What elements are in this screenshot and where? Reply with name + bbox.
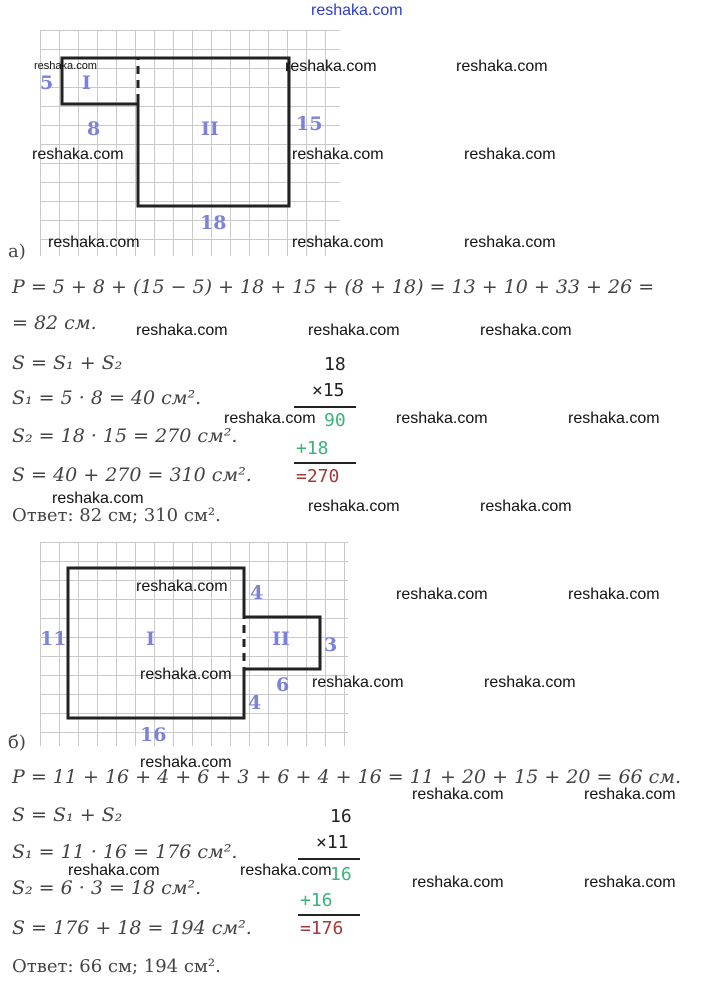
part-b-area-s1: S₁ = 11 · 16 = 176 см². — [12, 841, 238, 863]
watermark: reshaka.com — [396, 410, 488, 427]
part-a-area-s2: S₂ = 18 · 15 = 270 см². — [12, 425, 238, 447]
part-a-perimeter-line2: = 82 см. — [12, 312, 97, 334]
side-label-4-bottom: 4 — [248, 692, 262, 714]
watermark: reshaka.com — [68, 862, 160, 879]
watermark: reshaka.com — [140, 754, 232, 771]
side-label-3: 3 — [324, 634, 338, 656]
watermark: reshaka.com — [34, 60, 97, 72]
watermark: reshaka.com — [292, 234, 384, 251]
watermark: reshaka.com — [464, 146, 556, 163]
mult-a-multiplier: ×15 — [312, 380, 345, 401]
watermark: reshaka.com — [224, 410, 316, 427]
side-label-11: 11 — [40, 628, 67, 650]
watermark: reshaka.com — [32, 146, 124, 163]
mult-b-rule-1 — [298, 858, 360, 860]
part-a-perimeter-line1: P = 5 + 8 + (15 − 5) + 18 + 15 + (8 + 18) = 13 + 10 + 33 + 26 = — [12, 276, 655, 298]
watermark-top: reshaka.com — [311, 2, 403, 19]
mult-a-partial-2: +18 — [296, 438, 329, 459]
watermark: reshaka.com — [312, 674, 404, 691]
watermark: reshaka.com — [48, 234, 140, 251]
part-a-answer: Ответ: 82 см; 310 см². — [12, 505, 221, 526]
side-label-8: 8 — [87, 118, 101, 140]
mult-b-result: =176 — [300, 918, 344, 939]
watermark: reshaka.com — [240, 862, 332, 879]
watermark: reshaka.com — [568, 410, 660, 427]
side-label-18: 18 — [200, 212, 227, 234]
part-a-area-sum: S = S₁ + S₂ — [12, 352, 123, 374]
part-b-area-s2: S₂ = 6 · 3 = 18 см². — [12, 877, 202, 899]
mult-a-result: =270 — [296, 466, 340, 487]
watermark: reshaka.com — [480, 322, 572, 339]
watermark: reshaka.com — [584, 786, 676, 803]
watermark: reshaka.com — [568, 586, 660, 603]
watermark: reshaka.com — [456, 58, 548, 75]
region-label-2: II — [201, 118, 219, 140]
part-b-area-sum: S = S₁ + S₂ — [12, 804, 123, 826]
watermark: reshaka.com — [52, 490, 144, 507]
region-label-1: I — [146, 628, 155, 650]
part-a-marker: а) — [8, 241, 26, 262]
side-label-5: 5 — [40, 72, 54, 94]
watermark: reshaka.com — [292, 146, 384, 163]
mult-a-partial-1: 90 — [324, 410, 346, 431]
watermark: reshaka.com — [136, 578, 228, 595]
part-b-area-total: S = 176 + 18 = 194 см². — [12, 917, 252, 939]
side-label-6: 6 — [276, 674, 290, 696]
mult-b-partial-1: 16 — [330, 864, 352, 885]
watermark: reshaka.com — [480, 498, 572, 515]
part-b-marker: б) — [8, 732, 26, 753]
region-label-1: I — [82, 72, 91, 94]
part-a-area-s1: S₁ = 5 · 8 = 40 см². — [12, 387, 202, 409]
mult-b-multiplier: ×11 — [316, 832, 349, 853]
watermark: reshaka.com — [464, 234, 556, 251]
watermark: reshaka.com — [584, 874, 676, 891]
mult-b-top: 16 — [330, 806, 352, 827]
watermark: reshaka.com — [412, 786, 504, 803]
watermark: reshaka.com — [285, 58, 377, 75]
part-a-area-total: S = 40 + 270 = 310 см². — [12, 464, 252, 486]
side-label-4-top: 4 — [250, 582, 264, 604]
mult-a-top: 18 — [324, 354, 346, 375]
part-b-answer: Ответ: 66 см; 194 см². — [12, 956, 221, 977]
mult-b-rule-2 — [298, 914, 360, 916]
region-label-2: II — [272, 628, 290, 650]
mult-b-partial-2: +16 — [300, 890, 333, 911]
watermark: reshaka.com — [140, 666, 232, 683]
side-label-16: 16 — [140, 724, 167, 746]
watermark: reshaka.com — [396, 586, 488, 603]
mult-a-rule-1 — [294, 406, 356, 408]
watermark: reshaka.com — [484, 674, 576, 691]
watermark: reshaka.com — [308, 322, 400, 339]
side-label-15: 15 — [296, 113, 323, 135]
part-b-perimeter-line1: P = 11 + 16 + 4 + 6 + 3 + 6 + 4 + 16 = 11 + 20 + 15 + 20 = 66 см. — [12, 766, 682, 788]
watermark: reshaka.com — [136, 322, 228, 339]
watermark: reshaka.com — [308, 498, 400, 515]
watermark: reshaka.com — [412, 874, 504, 891]
mult-a-rule-2 — [294, 462, 356, 464]
